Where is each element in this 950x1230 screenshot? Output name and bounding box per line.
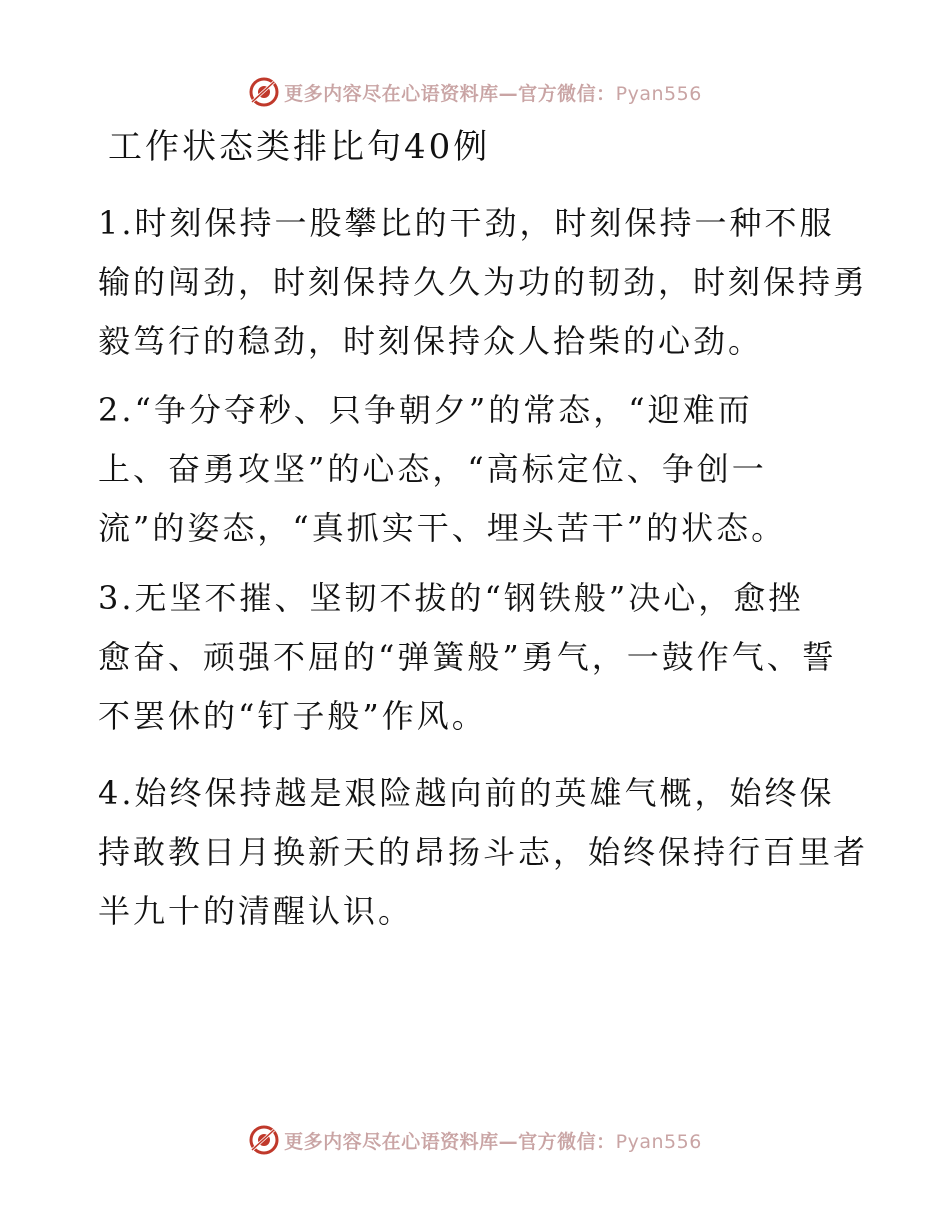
footer-banner-text xyxy=(284,1127,702,1154)
paragraph-line: 输的闯劲，时刻保持久久为功的韧劲，时刻保持勇 xyxy=(98,263,869,301)
header-wechat-id: Pyan556 xyxy=(615,82,702,105)
paragraph-line: 流”的姿态，“真抓实干、埋头苦干”的状态。 xyxy=(98,509,787,547)
footer-wechat-id: Pyan556 xyxy=(615,1130,702,1153)
paragraph-line: 半九十的清醒认识。 xyxy=(98,892,414,930)
paragraph-line: 4.始终保持越是艰险越向前的英雄气概，始终保 xyxy=(98,774,835,812)
paragraph-4 xyxy=(98,764,869,941)
paragraph-line: 持敢教日月换新天的昂扬斗志，始终保持行百里者 xyxy=(98,833,869,871)
footer-banner-label: 更多内容尽在心语资料库—官方微信： xyxy=(284,1130,616,1153)
header-banner xyxy=(0,70,950,114)
header-banner-text xyxy=(284,79,702,106)
brand-logo-icon xyxy=(248,76,280,108)
brand-logo-icon xyxy=(248,1124,280,1156)
paragraph-line: 3.无坚不摧、坚韧不拔的“钢铁般”决心，愈挫 xyxy=(98,579,804,617)
document-title: 工作状态类排比句40例 xyxy=(108,127,491,167)
paragraph-line: 不罢休的“钉子般”作风。 xyxy=(98,697,487,735)
header-banner-label: 更多内容尽在心语资料库—官方微信： xyxy=(284,82,616,105)
paragraph-1 xyxy=(98,194,869,371)
footer-banner xyxy=(0,1118,950,1162)
paragraph-3 xyxy=(98,569,858,746)
paragraph-2 xyxy=(98,381,858,558)
paragraph-line: 上、奋勇攻坚”的心态，“高标定位、争创一 xyxy=(98,450,767,488)
paragraph-line: 毅笃行的稳劲，时刻保持众人拾柴的心劲。 xyxy=(98,322,764,360)
paragraph-line: 2.“争分夺秒、只争朝夕”的常态，“迎难而 xyxy=(98,391,753,429)
paragraph-line: 1.时刻保持一股攀比的干劲，时刻保持一种不服 xyxy=(98,204,835,242)
paragraph-line: 愈奋、顽强不屈的“弹簧般”勇气，一鼓作气、誓 xyxy=(98,638,837,676)
